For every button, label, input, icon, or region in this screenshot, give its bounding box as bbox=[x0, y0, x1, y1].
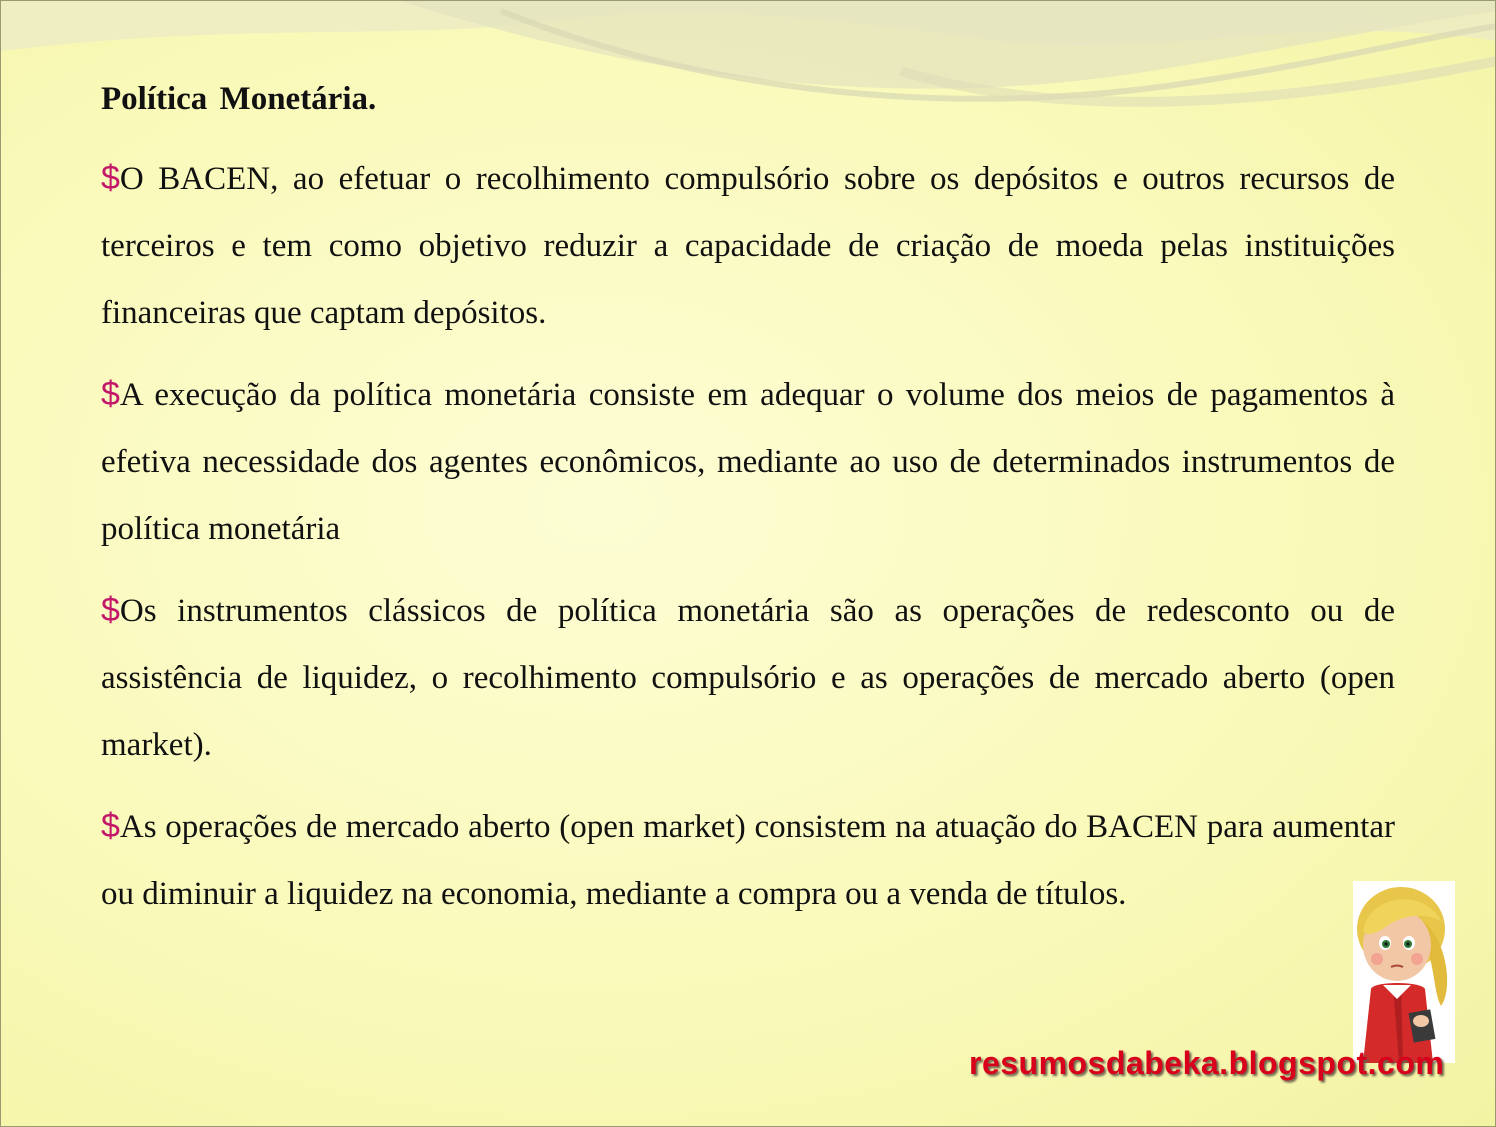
dollar-bullet-icon: $ bbox=[101, 591, 120, 629]
slide-title: Política Monetária. bbox=[101, 81, 377, 117]
doll-mascot-icon bbox=[1353, 881, 1455, 1063]
dollar-bullet-icon: $ bbox=[101, 159, 120, 197]
dollar-bullet-icon: $ bbox=[101, 807, 120, 845]
slide-content bbox=[101, 71, 1395, 942]
paragraph-3 bbox=[101, 577, 1395, 779]
paragraph-text: Os instrumentos clássicos de política monetária são as operações de redesconto ou de assistência de liquidez, o recolhimento compulsório e as operações de mercado aberto (open market). bbox=[101, 593, 1395, 763]
paragraph-1 bbox=[101, 145, 1395, 347]
paragraph-2 bbox=[101, 361, 1395, 563]
paragraph-text: As operações de mercado aberto (open market) consistem na atuação do BACEN para aumentar ou diminuir a liquidez na economia, mediante a compra ou a venda de títulos. bbox=[101, 809, 1395, 912]
paragraph-text: A execução da política monetária consiste em adequar o volume dos meios de pagamentos à efetiva necessidade dos agentes econômicos, mediante ao uso de determinados instrumentos de política monetária bbox=[101, 377, 1395, 547]
paragraph-4 bbox=[101, 793, 1395, 928]
blog-watermark: resumosdabeka.blogspot.com bbox=[969, 1045, 1445, 1081]
paragraph-text: O BACEN, ao efetuar o recolhimento compulsório sobre os depósitos e outros recursos de terceiros e tem como objetivo reduzir a capacidade de criação de moeda pelas instituições financeiras que captam depósitos. bbox=[101, 161, 1395, 331]
dollar-bullet-icon: $ bbox=[101, 375, 120, 413]
